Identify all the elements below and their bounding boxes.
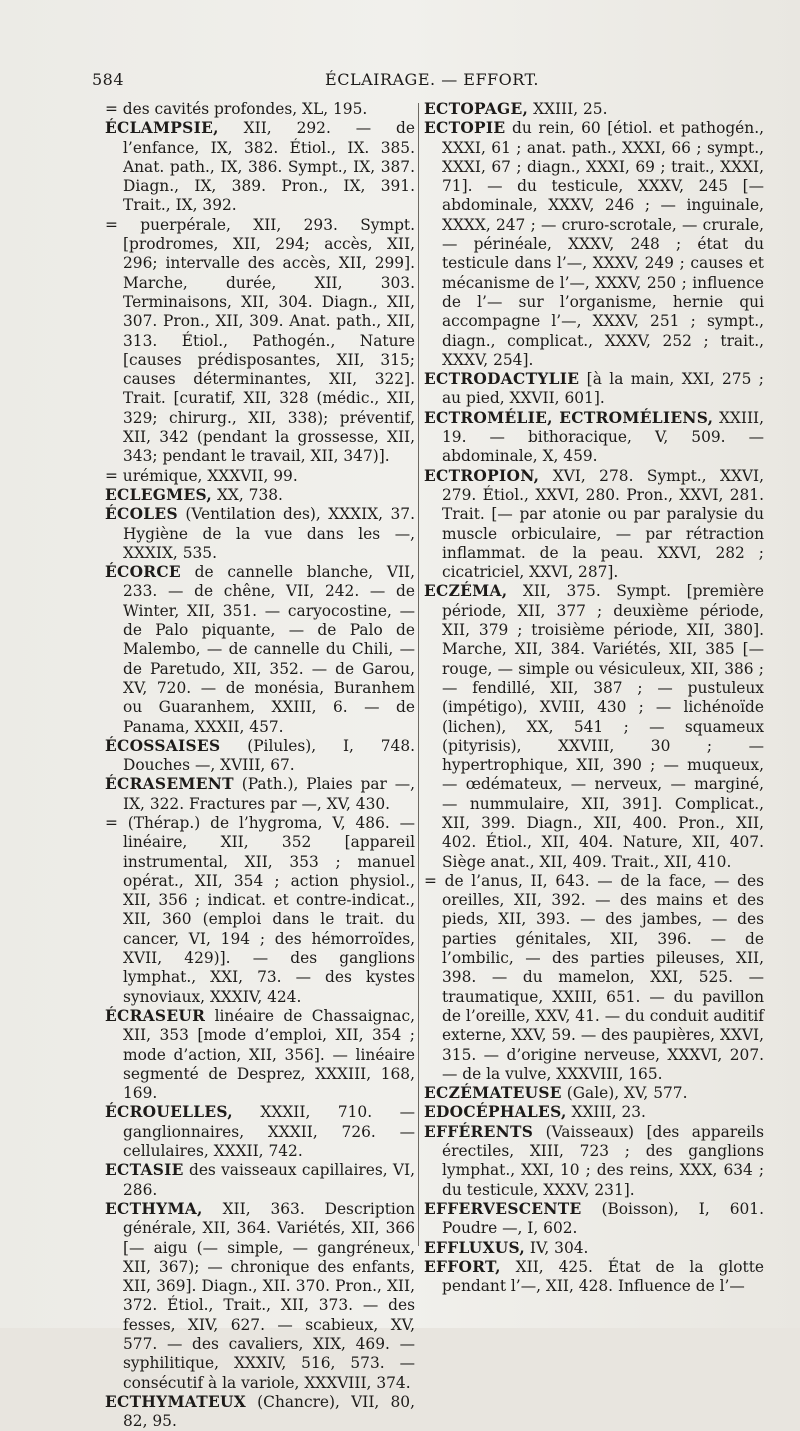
entry-text: du rein, 60 [étiol. et pathogén., XXXI, 61 ; anat. path., XXXI, 66 ; sympt., XXXI, 67 ; diagn., XXXI, 69 ; trait., XXXI, 71]. — du testicule, XXXV, 245 [— abdominale, XXXV, 246 ; — inguinale, XXXX, 247 ; — cruro-scrotale, — crurale, — périnéale, XXXV, 248 ; état du testicule dans l’—, XXXV, 249 ; causes et mécanisme de l’—, XXXV, 250 ; influence de l’— sur l’organisme, hernie qui accompagne l’—, XXXV, 251 ; sympt., diagn., complicat., XXXV, 252 ; trait., XXXV, 254].: [442, 119, 764, 369]
entry-headword: ÉCORCE: [105, 563, 181, 582]
entry-headword: EFFORT,: [424, 1257, 501, 1276]
entry-text: XII, 363. Description générale, XII, 364. Variétés, XII, 366 [— aigu (— simple, — gangréneux, XII, 367); — chronique des enfants, XII, 369]. Diagn., XII. 370. Pron., XII, 372. Étiol., Trait., XII, 373. — des fesses, XIV, 627. — scabieux, XV, 577. — des cavaliers, XIX, 469. — syphilitique, XXXIV, 516, 573. — consécutif à la variole, XXXVIII, 374.: [123, 1199, 415, 1392]
entry-text: XVI, 278. Sympt., XXVI, 279. Étiol., XXVI, 280. Pron., XXVI, 281. Trait. [— par atonie ou par paralysie du muscle orbiculaire, — par rétraction inflammat. de la peau. XXVI, 282 ; cicatriciel, XXVI, 287].: [442, 466, 764, 582]
entry-headword: ECTRODACTYLIE: [424, 370, 580, 389]
entry-text: = urémique, XXXVII, 99.: [105, 466, 298, 485]
entry-headword: ÉCRASEMENT: [105, 775, 234, 794]
index-entry: [424, 872, 764, 1084]
entry-text: XII, 292. — de l’enfance, IX, 382. Étiol., IX. 385. Anat. path., IX, 386. Sympt., IX, 387. Diagn., IX, 389. Pron., IX, 391. Trait., IX, 392.: [123, 119, 415, 215]
entry-headword: ÉCROUELLES,: [105, 1103, 233, 1122]
entry-headword: EDOCÉPHALES,: [424, 1103, 567, 1122]
entry-text: (Boisson), I, 601. Poudre —, I, 602.: [442, 1199, 764, 1238]
index-entry: [424, 1103, 764, 1122]
index-entry: [105, 1393, 415, 1431]
index-entry: [424, 467, 764, 583]
entry-text: = (Thérap.) de l’hygroma, V, 486. — linéaire, XII, 352 [appareil instrumental, XII, 353 ; manuel opérat., XII, 354 ; action physiol., XII, 356 ; indicat. et contre-indicat., XII, 360 (emploi dans le trait. du cancer, VI, 194 ; des hémorroïdes, XVII, 429)]. — des ganglions lymphat., XXI, 73. — des kystes synoviaux, XXXIV, 424.: [105, 813, 415, 1006]
right-column: [424, 100, 764, 1296]
entry-text: (Chancre), VII, 80, 82, 95.: [123, 1392, 415, 1431]
entry-text: XXIII, 25.: [528, 100, 608, 118]
entry-headword: ECTHYMA,: [105, 1199, 203, 1218]
entry-text: linéaire de Chassaignac, XII, 353 [mode d’emploi, XII, 354 ; mode d’action, XII, 356]. — linéaire segmenté de Desprez, XXXIII, 168, 169.: [123, 1006, 415, 1103]
entry-headword: ÉCOLES: [105, 505, 178, 524]
index-entry: [105, 119, 415, 215]
entry-headword: ECTROPION,: [424, 466, 540, 485]
entry-headword: ÉCRASEUR: [105, 1006, 206, 1025]
index-entry: [105, 563, 415, 737]
page-header: [92, 70, 772, 98]
index-entry: [105, 814, 415, 1007]
running-title: ÉCLAIRAGE. — EFFORT.: [325, 70, 539, 89]
entry-text: (Ventilation des), XXXIX, 37. Hygiène de la vue dans les —, XXXIX, 535.: [123, 505, 415, 562]
index-entry: [424, 119, 764, 370]
entry-headword: ÉCLAMPSIE,: [105, 119, 219, 138]
entry-text: XXIII, 23.: [566, 1103, 646, 1122]
entry-headword: ÉCOSSAISES: [105, 736, 221, 755]
index-entry: [105, 216, 415, 467]
page-number: 584: [92, 70, 125, 89]
entry-text: IV, 304.: [524, 1238, 589, 1257]
index-entry: [105, 1161, 415, 1200]
index-entry: [105, 486, 415, 505]
entry-headword: ECLEGMES,: [105, 485, 213, 504]
index-entry: [424, 100, 764, 119]
entry-text: XXXII, 710. — ganglionnaires, XXXII, 726. — cellulaires, XXXII, 742.: [123, 1103, 415, 1161]
index-entry: [105, 1103, 415, 1161]
entry-headword: ECTOPIE: [424, 119, 506, 138]
entry-headword: EFFÉRENTS: [424, 1122, 534, 1141]
entry-headword: ECZÉMATEUSE: [424, 1084, 562, 1103]
entry-headword: ECTASIE: [105, 1161, 184, 1180]
index-entry: [424, 1200, 764, 1239]
index-entry: [424, 1123, 764, 1200]
entry-text: (Vaisseaux) [des appareils érectiles, XIII, 723 ; des ganglions lymphat., XXI, 10 ; des reins, XXX, 634 ; du testicule, XXXV, 231].: [442, 1122, 764, 1199]
index-entry: [105, 1200, 415, 1393]
entry-text: = de l’anus, II, 643. — de la face, — des oreilles, XII, 392. — des mains et des pieds, XII, 393. — des jambes, — des parties génitales, XII, 396. — de l’ombilic, — des parties pileuses, XII, 398. — du mamelon, XXI, 525. — traumatique, XXIII, 651. — du pavillon de l’oreille, XXV, 41. — du conduit auditif externe, XXV, 59. — des paupières, XXVI, 315. — d’origine nerveuse, XXXVI, 207. — de la vulve, XXXVIII, 165.: [424, 871, 764, 1083]
entry-text: XII, 375. Sympt. [première période, XII, 377 ; deuxième période, XII, 379 ; troisième période, XII, 380]. Marche, XII, 384. Variétés, XII, 385 [— rouge, — simple ou vésiculeux, XII, 386 ; — fendillé, XII, 387 ; — pustuleux (impétigo), XVIII, 430 ; — lichénoïde (lichen), XX, 541 ; — squameux (pityrisis), XXVIII, 30 ; — hypertrophique, XII, 390 ; — muqueux, — œdémateux, — nerveux, — marginé, — nummulaire, XII, 391]. Complicat., XII, 399. Diagn., XII, 400. Pron., XII, 402. Étiol., XII, 404. Nature, XII, 407. Siège anat., XII, 409. Trait., XII, 410.: [442, 582, 764, 871]
index-entry: [105, 100, 415, 119]
entry-headword: EFFLUXUS,: [424, 1238, 525, 1257]
entry-text: des vaisseaux capillaires, VI, 286.: [123, 1161, 415, 1199]
entry-text: [à la main, XXI, 275 ; au pied, XXVII, 601].: [442, 370, 764, 408]
entry-headword: ECTOPAGE,: [424, 100, 529, 118]
entry-headword: ECZÉMA,: [424, 582, 508, 601]
index-entry: [105, 505, 415, 563]
entry-text: = puerpérale, XII, 293. Sympt. [prodromes, XII, 294; accès, XII, 296; intervalle des accès, XII, 299]. Marche, durée, XII, 303. Terminaisons, XII, 304. Diagn., XII, 307. Pron., XII, 309. Anat. path., XII, 313. Étiol., Pathogén., Nature [causes prédisposantes, XII, 315; causes déterminantes, XII, 322]. Trait. [curatif, XII, 328 (médic., XII, 329; chirurg., XII, 338); préventif, XII, 342 (pendant la grossesse, XII, 343; pendant le travail, XII, 347)].: [105, 215, 415, 466]
entry-headword: ECTHYMATEUX: [105, 1392, 246, 1411]
index-entry: [105, 1007, 415, 1103]
entry-text: de cannelle blanche, VII, 233. — de chêne, VII, 242. — de Winter, XII, 351. — caryocostine, — de Palo piquante, — de Palo de Malembo, — de cannelle du Chili, — de Paretudo, XII, 352. — de Garou, XV, 720. — de monésia, Buranhem ou Guaranhem, XXIII, 6. — de Panama, XXXII, 457.: [123, 563, 415, 736]
index-entry: [424, 582, 764, 871]
index-entry: [424, 409, 764, 467]
index-entry: [105, 467, 415, 486]
left-column: [105, 100, 415, 1431]
entry-text: (Path.), Plaies par —, IX, 322. Fractures par —, XV, 430.: [123, 775, 415, 813]
index-entry: [424, 1084, 764, 1103]
column-divider: [418, 103, 419, 1246]
entry-text: (Gale), XV, 577.: [561, 1084, 688, 1103]
index-entry: [424, 1258, 764, 1297]
index-entry: [105, 737, 415, 776]
entry-text: XXIII, 19. — bithoracique, V, 509. — abdominale, X, 459.: [442, 408, 764, 466]
index-entry: [105, 775, 415, 814]
entry-text: XII, 425. État de la glotte pendant l’—, XII, 428. Influence de l’—: [442, 1257, 764, 1296]
entry-headword: ECTROMÉLIE, ECTROMÉLIENS,: [424, 408, 714, 427]
entry-headword: EFFERVESCENTE: [424, 1199, 582, 1218]
entry-text: XX, 738.: [212, 485, 283, 504]
entry-text: (Pilules), I, 748. Douches —, XVIII, 67.: [123, 736, 415, 775]
index-entry: [424, 1239, 764, 1258]
index-entry: [424, 370, 764, 409]
entry-text: = des cavités profondes, XL, 195.: [105, 100, 368, 118]
